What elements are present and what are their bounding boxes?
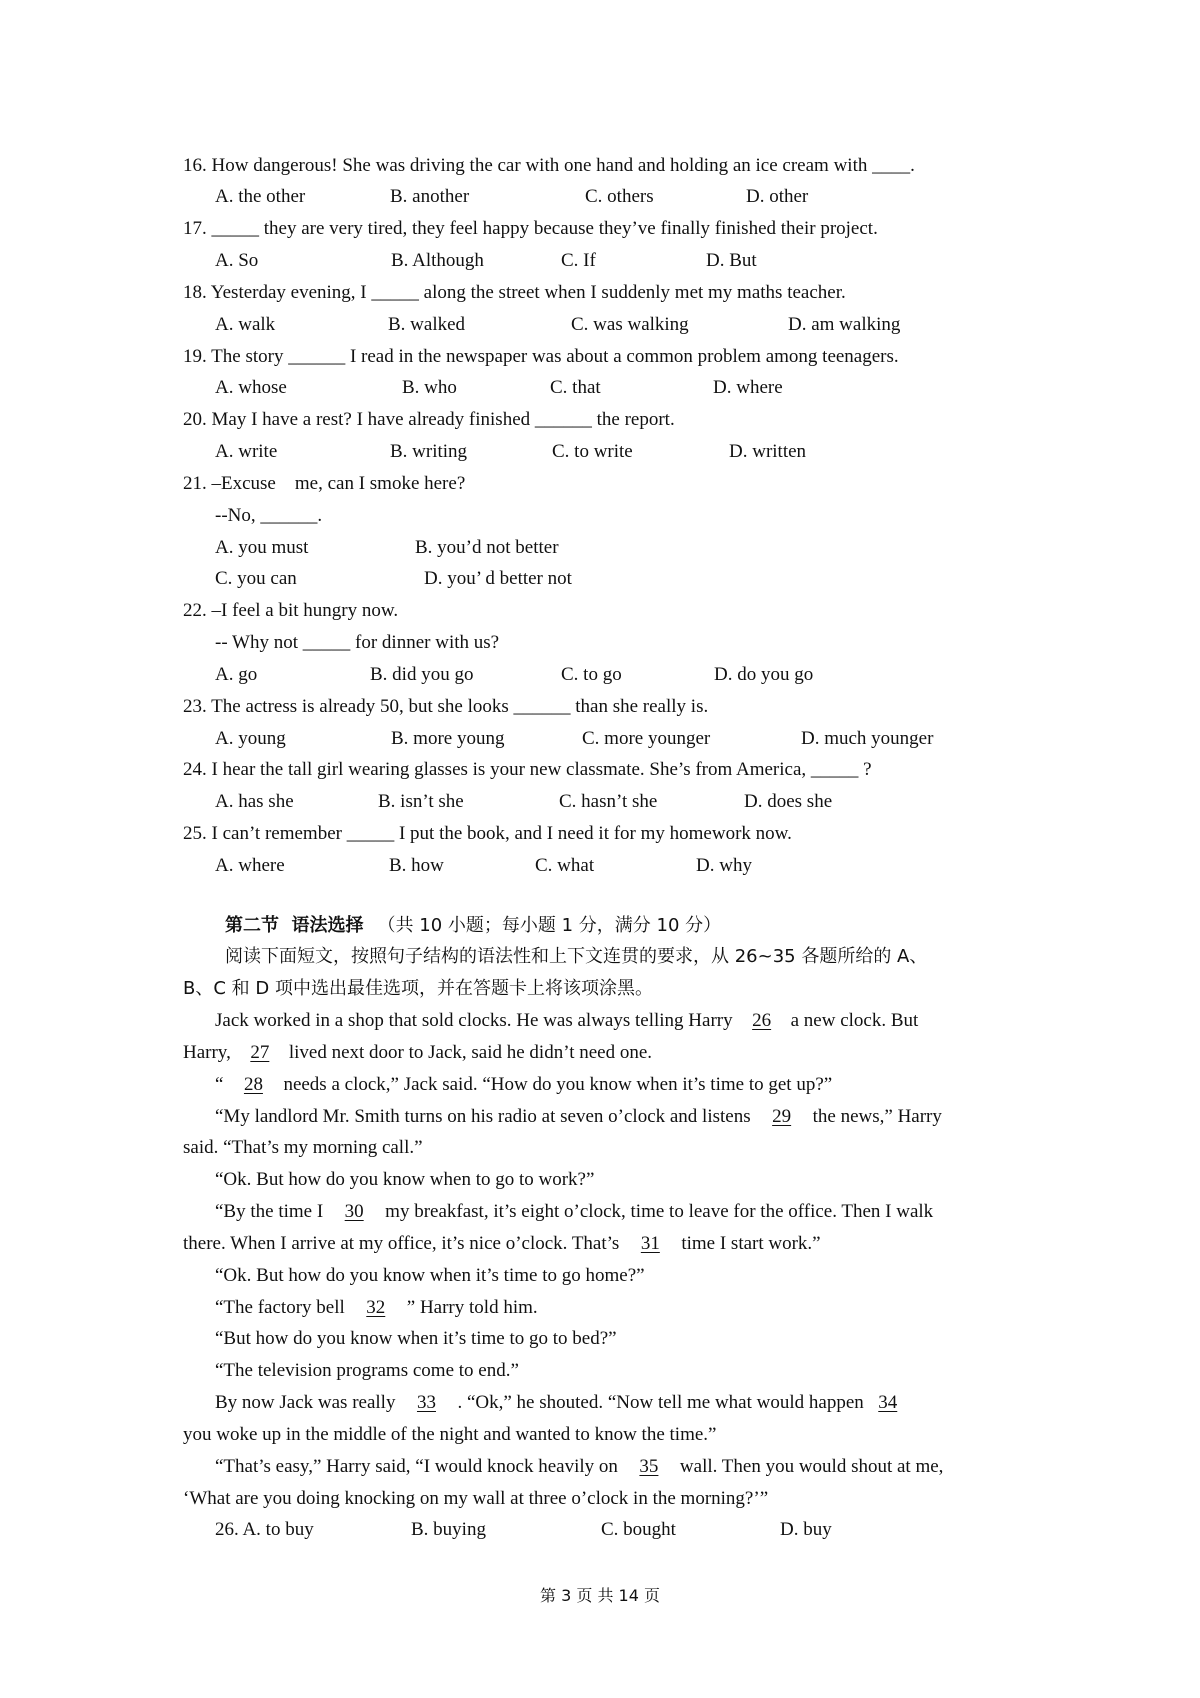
section-heading — [225, 914, 721, 938]
question-22-option-b: B. did you go — [370, 664, 474, 685]
question-21-reply: --No, ______. — [215, 505, 323, 526]
question-26-option-c: C. bought — [601, 1519, 676, 1540]
blank-32: 32 — [366, 1297, 386, 1318]
question-21-option-d: D. you’ d better not — [424, 568, 572, 589]
passage-line-10 — [215, 1296, 538, 1320]
question-18-option-b: B. walked — [388, 314, 466, 335]
question-23-option-d: D. much younger — [801, 728, 934, 749]
question-17-option-a: A. So — [215, 250, 259, 271]
question-25-option-d: D. why — [696, 855, 752, 876]
blank-35: 35 — [639, 1456, 659, 1477]
passage-line-7 — [215, 1200, 933, 1224]
question-24-option-d: D. does she — [744, 791, 833, 812]
passage-line-5: said. “That’s my morning call.” — [183, 1137, 423, 1158]
question-19-option-d: D. where — [713, 377, 783, 398]
question-16-option-a: A. the other — [215, 186, 306, 207]
question-17-option-b: B. Although — [391, 250, 484, 271]
passage-line-12: “The television programs come to end.” — [215, 1360, 519, 1381]
question-26-option-a: 26. A. to buy — [215, 1519, 314, 1540]
section-instruction-line-1: 阅读下面短文，按照句子结构的语法性和上下文连贯的要求，从 26~35 各题所给的 A、 — [225, 946, 928, 967]
question-23-stem: 23. The actress is already 50, but she looks ______ than she really is. — [183, 696, 709, 717]
passage-text: “That’s easy,” Harry said, “I would knock heavily on — [215, 1456, 618, 1477]
passage-text: my breakfast, it’s eight o’clock, time to leave for the office. Then I walk — [385, 1201, 934, 1222]
blank-27: 27 — [250, 1042, 270, 1063]
passage-line-1 — [215, 1009, 918, 1033]
question-24-option-c: C. hasn’t she — [559, 791, 658, 812]
section-scoring-note: （共 10 小题；每小题 1 分，满分 10 分） — [377, 915, 722, 936]
question-16-option-b: B. another — [390, 186, 470, 207]
passage-text: “ — [215, 1074, 224, 1095]
blank-31: 31 — [640, 1233, 660, 1254]
passage-line-16: ‘What are you doing knocking on my wall at three o’clock in the morning?’” — [183, 1488, 769, 1509]
passage-text: Harry, — [183, 1042, 231, 1063]
passage-text: there. When I arrive at my office, it’s nice o’clock. That’s — [183, 1233, 620, 1254]
blank-29: 29 — [772, 1106, 792, 1127]
question-21-option-a: A. you must — [215, 537, 309, 558]
blank-26: 26 — [752, 1010, 772, 1031]
question-16-option-d: D. other — [746, 186, 809, 207]
passage-line-13 — [215, 1391, 1030, 1415]
question-19-option-a: A. whose — [215, 377, 287, 398]
passage-line-2 — [183, 1041, 652, 1065]
question-24-option-b: B. isn’t she — [378, 791, 464, 812]
question-24-option-a: A. has she — [215, 791, 294, 812]
question-21-option-c: C. you can — [215, 568, 297, 589]
passage-line-14: you woke up in the middle of the night and wanted to know the time.” — [183, 1424, 717, 1445]
question-18-option-d: D. am walking — [788, 314, 901, 335]
question-22-stem: 22. –I feel a bit hungry now. — [183, 600, 399, 621]
question-26-option-b: B. buying — [411, 1519, 486, 1540]
passage-text: a new clock. But — [790, 1010, 919, 1031]
passage-text: . “Ok,” he shouted. “Now tell me what would happen — [457, 1392, 864, 1413]
section-instruction-line-2: B、C 和 D 项中选出最佳选项，并在答题卡上将该项涂黑。 — [183, 978, 653, 999]
passage-text: lived next door to Jack, said he didn’t need one. — [288, 1042, 653, 1063]
passage-line-15 — [215, 1455, 943, 1479]
section-title: 第二节 语法选择 — [225, 915, 364, 936]
question-18-stem: 18. Yesterday evening, I _____ along the street when I suddenly met my maths teacher. — [183, 282, 846, 303]
question-22-option-a: A. go — [215, 664, 258, 685]
question-22-option-c: C. to go — [561, 664, 622, 685]
question-22-option-d: D. do you go — [714, 664, 814, 685]
question-19-option-b: B. who — [402, 377, 457, 398]
blank-28: 28 — [243, 1074, 263, 1095]
question-17-option-c: C. If — [561, 250, 596, 271]
question-20-option-d: D. written — [729, 441, 807, 462]
question-23-option-b: B. more young — [391, 728, 505, 749]
question-20-option-a: A. write — [215, 441, 278, 462]
question-19-stem: 19. The story ______ I read in the newspaper was about a common problem among teenagers. — [183, 346, 899, 367]
question-26-option-d: D. buy — [780, 1519, 832, 1540]
question-25-stem: 25. I can’t remember _____ I put the book, and I need it for my homework now. — [183, 823, 792, 844]
passage-text: needs a clock,” Jack said. “How do you know when it’s time to get up?” — [283, 1074, 833, 1095]
passage-text: “By the time I — [215, 1201, 324, 1222]
passage-text: time I start work.” — [681, 1233, 821, 1254]
question-19-option-c: C. that — [550, 377, 601, 398]
question-25-option-a: A. where — [215, 855, 285, 876]
question-16-option-c: C. others — [585, 186, 654, 207]
passage-text: wall. Then you would shout at me, — [679, 1456, 944, 1477]
passage-text: ” Harry told him. — [406, 1297, 538, 1318]
passage-text: By now Jack was really — [215, 1392, 396, 1413]
question-18-option-a: A. walk — [215, 314, 276, 335]
question-23-option-a: A. young — [215, 728, 286, 749]
blank-33: 33 — [416, 1392, 436, 1413]
question-21-option-b: B. you’d not better — [415, 537, 559, 558]
passage-text: the news,” Harry — [812, 1106, 942, 1127]
passage-line-3 — [215, 1073, 832, 1097]
question-20-stem: 20. May I have a rest? I have already finished ______ the report. — [183, 409, 675, 430]
question-25-option-c: C. what — [535, 855, 595, 876]
question-22-reply: -- Why not _____ for dinner with us? — [215, 632, 500, 653]
page-number-footer: 第 3 页 共 14 页 — [540, 1586, 660, 1605]
question-18-option-c: C. was walking — [571, 314, 689, 335]
passage-line-4 — [215, 1105, 942, 1129]
passage-text: Jack worked in a shop that sold clocks. He was always telling Harry — [215, 1010, 733, 1031]
question-20-option-b: B. writing — [390, 441, 468, 462]
question-17-stem: 17. _____ they are very tired, they feel happy because they’ve finally finished their project. — [183, 218, 878, 239]
blank-34: 34 — [878, 1392, 898, 1413]
question-20-option-c: C. to write — [552, 441, 633, 462]
passage-line-8 — [183, 1232, 821, 1256]
blank-30: 30 — [344, 1201, 364, 1222]
question-16-stem: 16. How dangerous! She was driving the car with one hand and holding an ice cream with ____. — [183, 155, 915, 176]
passage-line-6: “Ok. But how do you know when to go to work?” — [215, 1169, 595, 1190]
passage-line-9: “Ok. But how do you know when it’s time to go home?” — [215, 1265, 645, 1286]
passage-text: “The factory bell — [215, 1297, 345, 1318]
question-24-stem: 24. I hear the tall girl wearing glasses is your new classmate. She’s from America, _____ ? — [183, 759, 872, 780]
passage-text: “My landlord Mr. Smith turns on his radio at seven o’clock and listens — [215, 1106, 751, 1127]
question-17-option-d: D. But — [706, 250, 757, 271]
passage-line-11: “But how do you know when it’s time to go to bed?” — [215, 1328, 617, 1349]
question-21-stem: 21. –Excuse me, can I smoke here? — [183, 473, 466, 494]
question-23-option-c: C. more younger — [582, 728, 711, 749]
question-25-option-b: B. how — [389, 855, 444, 876]
